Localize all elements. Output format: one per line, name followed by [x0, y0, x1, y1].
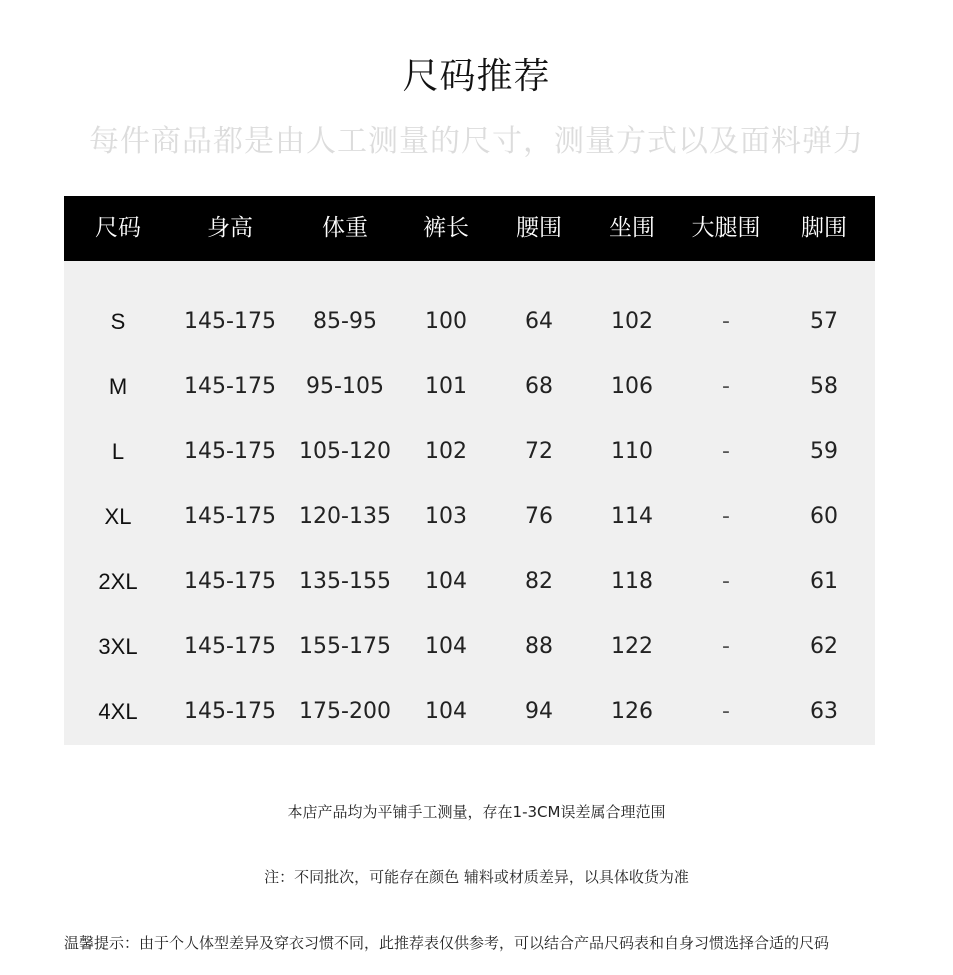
table-row: [64, 614, 875, 679]
cell-weight: 85-95: [313, 309, 377, 334]
cell-weight: 105-120: [299, 439, 391, 464]
cell-leg-opening: 63: [810, 699, 838, 724]
cell-leg-opening: 59: [810, 439, 838, 464]
cell-weight: 135-155: [299, 569, 391, 594]
cell-thigh: -: [722, 569, 730, 594]
cell-waist: 68: [525, 374, 553, 399]
cell-thigh: -: [722, 634, 730, 659]
table-row: [64, 354, 875, 419]
cell-pants-length: 104: [425, 634, 467, 659]
batch-note: 注：不同批次，可能存在颜色 辅料或材质差异，以具体收货为准: [264, 868, 689, 886]
cell-height: 145-175: [184, 699, 276, 724]
cell-height: 145-175: [184, 439, 276, 464]
table-row: [64, 679, 875, 744]
cell-pants-length: 100: [425, 309, 467, 334]
cell-height: 145-175: [184, 309, 276, 334]
cell-size: 2XL: [98, 569, 138, 594]
cell-weight: 95-105: [306, 374, 384, 399]
cell-size: S: [110, 309, 126, 334]
table-row: [64, 549, 875, 614]
cell-size: M: [108, 374, 128, 399]
cell-leg-opening: 61: [810, 569, 838, 594]
size-chart-table: [64, 196, 875, 745]
cell-thigh: -: [722, 699, 730, 724]
cell-pants-length: 104: [425, 569, 467, 594]
column-header-size: 尺码: [95, 215, 141, 241]
cell-pants-length: 104: [425, 699, 467, 724]
cell-pants-length: 102: [425, 439, 467, 464]
cell-waist: 82: [525, 569, 553, 594]
cell-waist: 64: [525, 309, 553, 334]
cell-size: 3XL: [98, 634, 138, 659]
cell-waist: 72: [525, 439, 553, 464]
column-header-waist: 腰围: [516, 215, 562, 241]
cell-leg-opening: 62: [810, 634, 838, 659]
cell-leg-opening: 58: [810, 374, 838, 399]
cell-hip: 106: [611, 374, 653, 399]
cell-height: 145-175: [184, 634, 276, 659]
column-header-weight: 体重: [322, 215, 368, 241]
reminder-tip: 温馨提示：由于个人体型差异及穿衣习惯不同，此推荐表仅供参考，可以结合产品尺码表和自身习惯选择合适的尺码: [64, 934, 830, 952]
page-subtitle: 每件商品都是由人工测量的尺寸，测量方式以及面料弹力: [89, 124, 864, 159]
cell-waist: 94: [525, 699, 553, 724]
table-row: [64, 419, 875, 484]
cell-weight: 155-175: [299, 634, 391, 659]
cell-hip: 118: [611, 569, 653, 594]
column-header-thigh: 大腿围: [691, 215, 761, 241]
cell-weight: 175-200: [299, 699, 391, 724]
cell-height: 145-175: [184, 504, 276, 529]
page-title: 尺码推荐: [402, 56, 551, 97]
table-row: [64, 289, 875, 354]
cell-size: 4XL: [98, 699, 138, 724]
cell-hip: 102: [611, 309, 653, 334]
cell-hip: 122: [611, 634, 653, 659]
cell-pants-length: 103: [425, 504, 467, 529]
cell-pants-length: 101: [425, 374, 467, 399]
cell-leg-opening: 60: [810, 504, 838, 529]
column-header-pants-length: 裤长: [423, 215, 469, 241]
cell-thigh: -: [722, 504, 730, 529]
cell-height: 145-175: [184, 374, 276, 399]
column-header-height: 身高: [207, 215, 253, 241]
cell-thigh: -: [722, 309, 730, 334]
column-header-leg-opening: 脚围: [801, 215, 847, 241]
cell-thigh: -: [722, 374, 730, 399]
cell-size: XL: [104, 504, 132, 529]
cell-hip: 126: [611, 699, 653, 724]
cell-hip: 114: [611, 504, 653, 529]
cell-thigh: -: [722, 439, 730, 464]
table-header: [64, 196, 875, 261]
cell-hip: 110: [611, 439, 653, 464]
cell-height: 145-175: [184, 569, 276, 594]
cell-weight: 120-135: [299, 504, 391, 529]
cell-waist: 76: [525, 504, 553, 529]
table-row: [64, 484, 875, 549]
cell-waist: 88: [525, 634, 553, 659]
column-header-hip: 坐围: [609, 215, 655, 241]
measurement-note: 本店产品均为平铺手工测量，存在1-3CM误差属合理范围: [287, 803, 666, 821]
cell-size: L: [111, 439, 125, 464]
cell-leg-opening: 57: [810, 309, 838, 334]
